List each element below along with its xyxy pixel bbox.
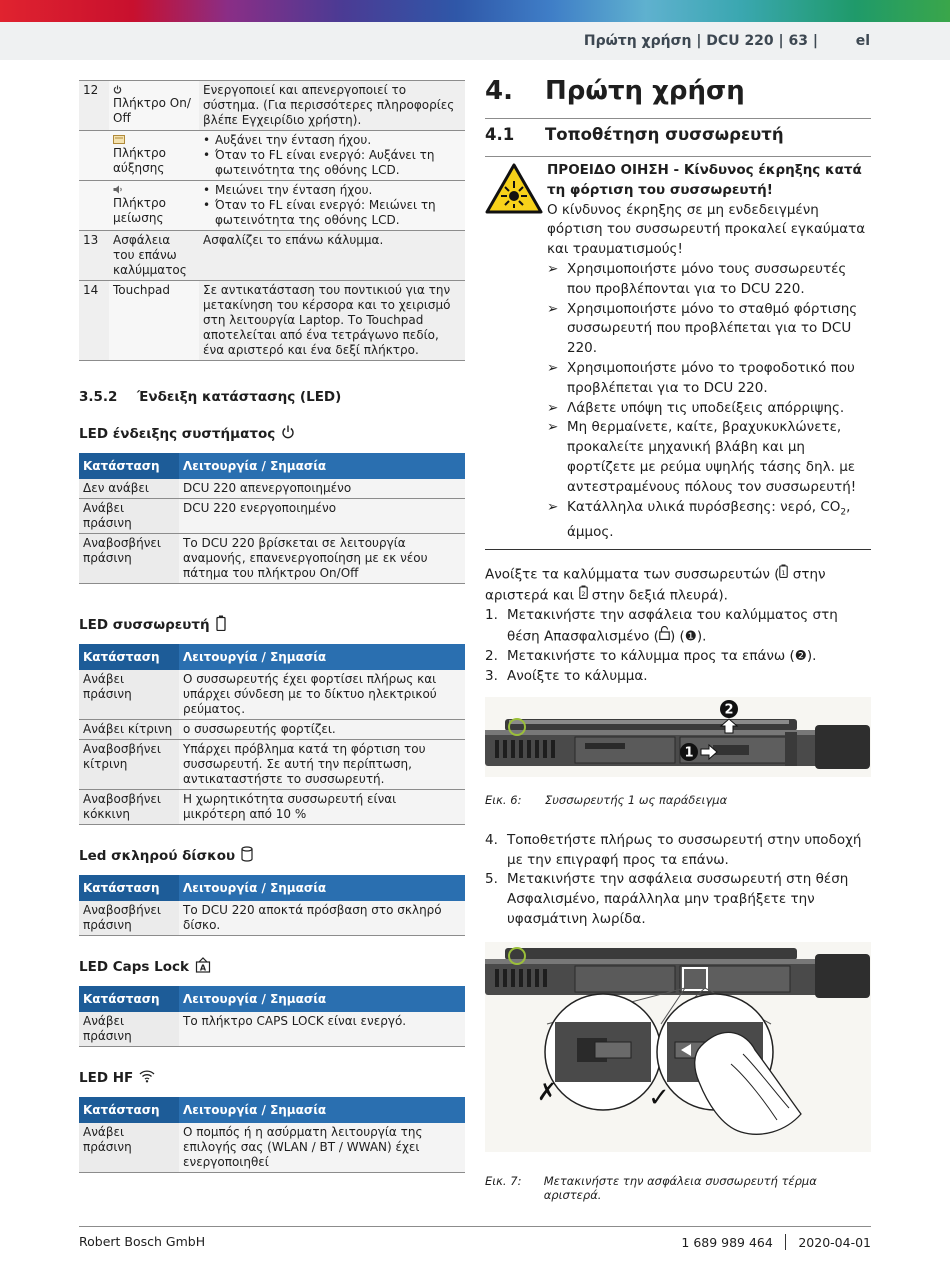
table-row bbox=[79, 281, 465, 361]
footer-separator bbox=[785, 1234, 787, 1250]
led-hf-table: Κατάσταση Λειτουργία / Σημασία Ανάβει πράσινη Ο πομπός ή η ασύρματη λειτουργία της επιλογής σας (WLAN / BT / WWAN) έχει ενεργοποιηθεί bbox=[79, 1097, 465, 1173]
running-title: Πρώτη χρήση | DCU 220 | 63 | bbox=[583, 33, 818, 49]
led-battery-table: Κατάσταση Λειτουργία / Σημασία Ανάβει πράσινη Ο συσσωρευτής έχει φορτίσει πλήρως και υπάρχει σύνδεση με το δίκτυο ηλεκτρικού ρεύματος. Ανάβει κίτρινη ο συσσωρευτής φορτίζει. Αναβοσβήνει κίτρινη Υπάρχει πρόβλημα κατά τη φόρτιση του συσσωρευτή. Σε αυτή την περίπτωση, αντικαταστήστε το συσσωρευτή. Αναβοσβήνει κόκκινη Η χωρητικότητα συσσωρευτή είναι μικρότερη από 10 % bbox=[79, 644, 465, 825]
table-row: Αναβοσβήνει πράσινη Το DCU 220 αποκτά πρόσβαση στο σκληρό δίσκο. bbox=[79, 901, 465, 936]
right-column bbox=[485, 74, 871, 1202]
callout-2: 2 bbox=[724, 702, 734, 718]
list-item: 1. Μετακινήστε την ασφάλεια του καλύμματος στη θέση Απασφαλισμένο ( ) (❶). bbox=[485, 606, 871, 647]
battery-icon bbox=[216, 615, 226, 635]
brightness-up-icon bbox=[113, 133, 195, 146]
list-item: 3. Ανοίξτε το κάλυμμα. bbox=[485, 668, 648, 685]
led-caps-table: Κατάσταση Λειτουργία / Σημασία Ανάβει πράσινη Το πλήκτρο CAPS LOCK είναι ενεργό. bbox=[79, 986, 465, 1047]
correct-mark-icon: ✓ bbox=[648, 1082, 670, 1113]
svg-text:2: 2 bbox=[580, 590, 586, 599]
brand-color-bar bbox=[0, 0, 950, 22]
svg-text:A: A bbox=[199, 963, 207, 973]
list-item: ➢ Χρησιμοποιήστε μόνο τους συσσωρευτές που προβλέπονται για το DCU 220. bbox=[547, 260, 871, 300]
table-row bbox=[79, 231, 465, 281]
caps-lock-icon bbox=[195, 957, 211, 977]
footer-divider bbox=[79, 1226, 871, 1227]
led-hdd-table: Κατάσταση Λειτουργία / Σημασία Αναβοσβήνει πράσινη Το DCU 220 αποκτά πρόσβαση στο σκληρό δίσκο. bbox=[79, 875, 465, 936]
led-caps-heading: LED Caps Lock A bbox=[79, 956, 465, 978]
power-icon bbox=[281, 425, 295, 443]
led-hf-heading: LED HF bbox=[79, 1067, 465, 1089]
figure-caption: Εικ. 7: Μετακινήστε την ασφάλεια συσσωρευτή τέρμα αριστερά. bbox=[485, 1173, 817, 1202]
key-name: Πλήκτρο μείωσης bbox=[113, 196, 166, 225]
warning-text: Ο κίνδυνος έκρηξης σε μη ενδεδειγμένη φόρτιση του συσσωρευτή προκαλεί εγκαύματα και τραυματισμούς! bbox=[547, 201, 866, 258]
list-item: • Αυξάνει την ένταση ήχου. bbox=[203, 133, 461, 148]
section-title: 4.1 Τοποθέτηση συσσωρευτή bbox=[485, 125, 784, 144]
led-battery-heading: LED συσσωρευτή bbox=[79, 614, 465, 636]
table-row: Ανάβει πράσινη Το πλήκτρο CAPS LOCK είναι ενεργό. bbox=[79, 1012, 465, 1047]
table-row bbox=[79, 181, 465, 231]
row-number: 14 bbox=[79, 281, 109, 361]
intro-paragraph: Ανοίξτε τα καλύμματα των συσσωρευτών ( 1 στην αριστερά και 2 στην δεξιά πλευρά). bbox=[485, 564, 871, 606]
figure-battery-lock bbox=[485, 942, 871, 1152]
row-number: 13 bbox=[79, 231, 109, 281]
key-name: Ασφάλεια του επάνω καλύμματος bbox=[109, 231, 199, 281]
list-item: ➢ Χρησιμοποιήστε μόνο το σταθμό φόρτισης συσσωρευτή που προβλέπεται για το DCU 220. bbox=[547, 300, 871, 359]
led-system-table: Κατάσταση Λειτουργία / Σημασία Δεν ανάβει DCU 220 απενεργοποιημένο Ανάβει πράσινη DCU 220 ενεργοποιημένο Αναβοσβήνει πράσινη Το DCU 220 βρίσκεται σε λειτουργία αναμονής, επανενεργοποίηση με εκ νέου πάτημα του πλήκτρου On/Off bbox=[79, 453, 465, 584]
table-row: Ανάβει κίτρινη ο συσσωρευτής φορτίζει. bbox=[79, 720, 465, 740]
table-row: Ανάβει πράσινη Ο συσσωρευτής έχει φορτίσει πλήρως και υπάρχει σύνδεση με το δίκτυο ηλεκτρικού ρεύματος. bbox=[79, 670, 465, 720]
table-row: Αναβοσβήνει κίτρινη Υπάρχει πρόβλημα κατά τη φόρτιση του συσσωρευτή. Σε αυτή την περίπτωση, αντικαταστήστε το συσσωρευτή. bbox=[79, 740, 465, 790]
key-name: Πλήκτρο αύξησης bbox=[113, 146, 166, 175]
key-description: Ενεργοποιεί και απενεργοποιεί το σύστημα. (Για περισσότερες πληροφορίες βλέπε Εγχειρίδιο χρήστη). bbox=[199, 81, 465, 131]
figure-battery-cover bbox=[485, 697, 871, 777]
list-item: • Όταν το FL είναι ενεργό: Μειώνει τη φωτεινότητα της οθόνης LCD. bbox=[203, 198, 461, 228]
battery-2-icon bbox=[579, 585, 588, 606]
table-row bbox=[79, 131, 465, 181]
led-hdd-heading: Led σκληρού δίσκου bbox=[79, 845, 465, 867]
footer-meta bbox=[681, 1234, 871, 1250]
figure-caption: Εικ. 6: Συσσωρευτής 1 ως παράδειγμα bbox=[485, 792, 728, 807]
explosion-warning-icon bbox=[485, 161, 547, 543]
hard-disk-icon bbox=[241, 846, 253, 866]
document-number: 1 689 989 464 bbox=[681, 1234, 773, 1250]
key-description: Ασφαλίζει το επάνω κάλυμμα. bbox=[199, 231, 465, 281]
list-item: 4. Τοποθετήστε πλήρως το συσσωρευτή στην υποδοχή με την επιγραφή προς τα επάνω. bbox=[485, 831, 862, 868]
callout-1: 1 bbox=[684, 745, 694, 761]
table-row: Δεν ανάβει DCU 220 απενεργοποιημένο bbox=[79, 479, 465, 499]
table-row: Ανάβει πράσινη Ο πομπός ή η ασύρματη λειτουργία της επιλογής σας (WLAN / BT / WWAN) έχει ενεργοποιηθεί bbox=[79, 1123, 465, 1173]
led-system-heading: LED ένδειξης συστήματος bbox=[79, 423, 465, 445]
steps-list-b bbox=[485, 831, 871, 930]
key-name: Touchpad bbox=[109, 281, 199, 361]
key-description: Σε αντικατάσταση του ποντικιού για την μετακίνηση του κέρσορα και το χειρισμό στη λειτουργία Laptop. Το Touchpad αποτελείται από ένα τετράγωνο πεδίο, ένα αριστερό και ένα δεξί πλήκτρο. bbox=[199, 281, 465, 361]
key-name: Πλήκτρο On/ Off bbox=[113, 96, 191, 125]
language-code: el bbox=[855, 33, 870, 49]
warning-box bbox=[485, 157, 871, 550]
unlocked-icon bbox=[659, 626, 670, 647]
list-item: • Όταν το FL είναι ενεργό: Αυξάνει τη φωτεινότητα της οθόνης LCD. bbox=[203, 148, 461, 178]
table-row: Ανάβει πράσινη DCU 220 ενεργοποιημένο bbox=[79, 499, 465, 534]
table-row: Αναβοσβήνει κόκκινη Η χωρητικότητα συσσωρευτή είναι μικρότερη από 10 % bbox=[79, 790, 465, 825]
warning-title: ΠΡΟΕΙΔΟ ΟΙΗΣΗ - Κίνδυνος έκρηξης κατά τη φόρτιση του συσσωρευτή! bbox=[547, 162, 862, 198]
volume-down-icon bbox=[113, 183, 195, 196]
section-heading: 3.5.2 Ένδειξη κατάστασης (LED) bbox=[79, 389, 342, 405]
list-item: ➢ Λάβετε υπόψη τις υποδείξεις απόρριψης. bbox=[547, 399, 871, 419]
document-date: 2020-04-01 bbox=[798, 1234, 871, 1250]
list-item: 2. Μετακινήστε το κάλυμμα προς τα επάνω (❷). bbox=[485, 648, 817, 665]
wrong-mark-icon: ✗ bbox=[536, 1077, 558, 1106]
power-icon bbox=[113, 83, 195, 96]
steps-list-a bbox=[485, 606, 871, 687]
chapter-title: 4. Πρώτη χρήση bbox=[485, 76, 745, 106]
table-row: Αναβοσβήνει πράσινη Το DCU 220 βρίσκεται σε λειτουργία αναμονής, επανενεργοποίηση με εκ νέου πάτημα του πλήκτρου On/Off bbox=[79, 534, 465, 584]
wireless-icon bbox=[139, 1069, 155, 1087]
list-item: • Μειώνει την ένταση ήχου. bbox=[203, 183, 461, 198]
list-item: ➢ Κατάλληλα υλικά πυρόσβεσης: νερό, $CO_2$, άμμος. bbox=[547, 498, 871, 543]
table-row bbox=[79, 81, 465, 131]
footer-company: Robert Bosch GmbH bbox=[79, 1234, 206, 1249]
list-item: ➢ Χρησιμοποιήστε μόνο το τροφοδοτικό που προβλέπεται για το DCU 220. bbox=[547, 359, 871, 399]
svg-text:1: 1 bbox=[781, 568, 787, 577]
list-item: 5. Μετακινήστε την ασφάλεια συσσωρευτή στη θέση Ασφαλισμένο, παράλληλα μην τραβήξετε την υφασμάτινη λωρίδα. bbox=[485, 871, 849, 928]
key-table bbox=[79, 80, 465, 361]
left-column bbox=[79, 80, 465, 1173]
list-item: ➢ Μη θερμαίνετε, καίτε, βραχυκυκλώνετε, προκαλείτε μηχανική βλάβη και μη φορτίζετε με ρεύμα υψηλής τάσης δηλ. με αντεστραμένους πόλους τον συσσωρευτή! bbox=[547, 418, 871, 497]
row-number: 12 bbox=[79, 81, 109, 131]
